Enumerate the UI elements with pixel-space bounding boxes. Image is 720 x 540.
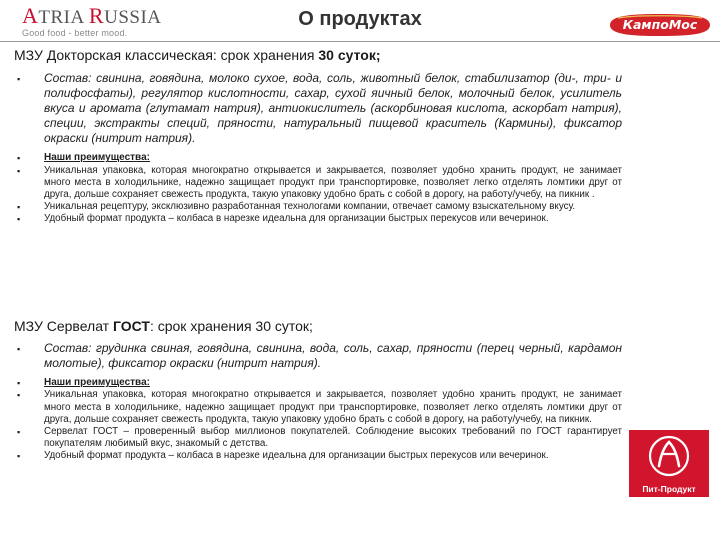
bullet-icon: ▪	[17, 165, 21, 176]
product-title-bold: ГОСТ	[112, 318, 150, 334]
atria-tagline: Good food - better mood.	[22, 28, 128, 38]
advantage-item	[14, 426, 622, 450]
advantage-text: Уникальная упаковка, которая многократно открывается и закрывается, позволяет удобно хранить продукт, не занимает много места в холодильнике, надежно защищает продукт при транспортировке, позволяет легко отделять ломтики друг от друга, дольше сохраняет свежесть продукта, такую упаковку удобно брать с собой в дорогу, на работу/учебу, на пикник .	[44, 164, 622, 201]
advantages-heading-item	[14, 152, 622, 164]
bullet-icon: ▪	[17, 153, 21, 164]
bullet-icon: ▪	[17, 378, 21, 389]
page-title: О продуктах	[298, 8, 422, 30]
bullet-icon: ▪	[17, 202, 21, 213]
shelf-life-value: 30 суток;	[318, 47, 381, 63]
header	[0, 0, 720, 40]
advantage-item	[14, 450, 622, 462]
pit-produkt-emblem-icon	[629, 430, 709, 482]
advantage-text: Уникальная упаковка, которая многократно открывается и закрывается, позволяет удобно хранить продукт, не занимает много места в холодильнике, надежно защищает продукт при транспортировке, позволяет легко отделять ломтики друг от друга, дольше сохраняет свежесть продукта, такую упаковку удобно брать с собой в дорогу, на работу/учебу, на пикник.	[44, 389, 622, 425]
product-title: МЗУ Сервелат	[14, 318, 113, 334]
advantage-text: Удобный формат продукта – колбаса в нарезке идеальна для организации быстрых перекусов или вечеринок.	[44, 450, 549, 462]
pit-produkt-logo	[629, 430, 709, 497]
advantage-text: Сервелат ГОСТ – проверенный выбор миллионов покупателей. Соблюдение высоких требований по ГОСТ гарантирует покупателям любимый вкус, знакомый с детства.	[44, 426, 622, 450]
pit-produkt-logo-text: Пит-Продукт	[642, 484, 696, 494]
bullet-icon: ▪	[17, 344, 21, 354]
header-divider	[0, 41, 720, 42]
atria-russia-wordmark: ATRIA RUSSIA	[22, 3, 162, 28]
product-details-doktorskaya	[14, 71, 622, 226]
product-details-servelat	[14, 341, 622, 463]
advantages-heading: Наши преимущества:	[44, 152, 150, 164]
composition-text: Состав: грудинка свиная, говядина, свинина, вода, соль, сахар, пряности (перец черный, кардамон молотые), фиксатор окраски (нитрит натрия).	[44, 341, 622, 371]
composition-item	[14, 71, 622, 146]
advantage-text: Уникальная рецептуру, эксклюзивно разработанная технологами компании, отвечает самому взыскательному вкусу.	[44, 201, 576, 213]
advantage-item	[14, 213, 622, 225]
product-heading-doktorskaya	[14, 47, 381, 63]
advantage-item	[14, 201, 622, 213]
kampomos-logo-text: КампоМос	[622, 17, 698, 32]
shelf-life-label: : срок хранения	[212, 47, 319, 63]
advantages-heading: Наши преимущества:	[44, 377, 150, 389]
product-heading-servelat	[14, 318, 313, 334]
kampomos-logo	[604, 12, 716, 38]
advantage-item	[14, 165, 622, 202]
advantage-item	[14, 389, 622, 426]
composition-text: Состав: свинина, говядина, молоко сухое, вода, соль, животный белок, стабилизатор (ди-, три- и полифосфаты), регулятор кислотности, сахар, сухой яичный белок, молочный белок, усилитель вкуса и аромата (глутамат натрия), антиокислитель (аскорбиновая кислота, аскорбат натрия), специи, экстракты специй, пряности, натуральный пищевой краситель (Кармины), фиксатор окраски (нитрит натрия).	[44, 71, 622, 146]
advantages-heading-item	[14, 377, 622, 389]
shelf-life-text: : срок хранения 30 суток;	[149, 318, 313, 334]
bullet-icon: ▪	[17, 214, 21, 225]
bullet-icon: ▪	[17, 427, 21, 437]
bullet-icon: ▪	[17, 451, 21, 462]
product-title: МЗУ Докторская классическая	[14, 47, 213, 63]
bullet-icon: ▪	[17, 74, 21, 84]
bullet-icon: ▪	[17, 390, 21, 401]
advantage-text: Удобный формат продукта – колбаса в нарезке идеальна для организации быстрых перекусов или вечеринок.	[44, 213, 549, 225]
composition-item	[14, 341, 622, 371]
